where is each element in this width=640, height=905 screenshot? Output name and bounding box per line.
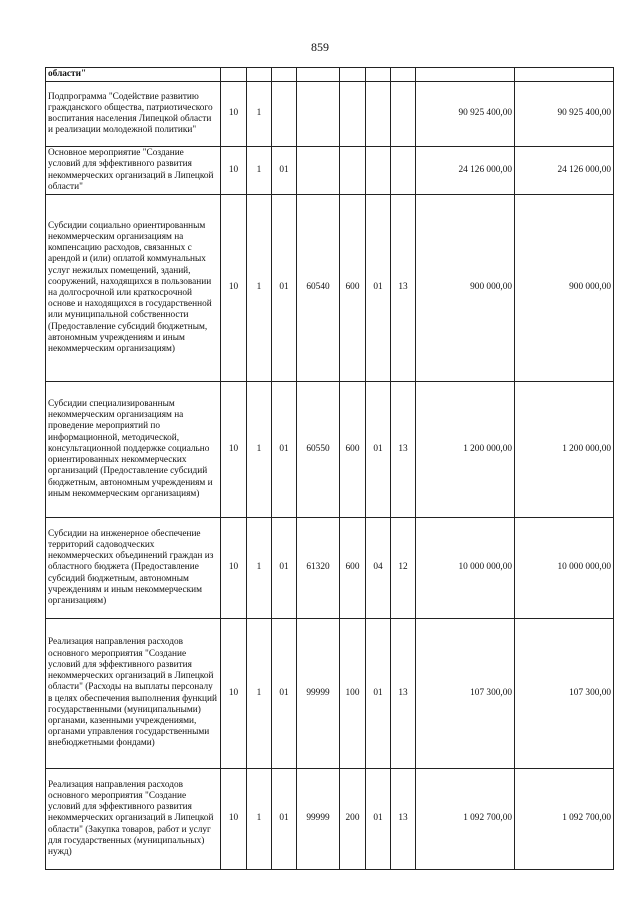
section-code: 10 (221, 147, 247, 195)
program-code: 01 (272, 382, 297, 518)
section-code: 10 (221, 382, 247, 518)
row-name: Реализация направления расходов основного мероприятия "Создание условий для эффективного развития некоммерческих организаций в Липецкой области" (Расходы на выплаты персоналу в целях обеспечения выполнения функций государственными (муниципальными) органами, казенными учреждениями, органами управления государственными внебюджетными фондами) (46, 619, 221, 769)
subsection-code: 1 (247, 195, 272, 382)
chapter-code: 01 (366, 195, 391, 382)
row-name: Подпрограмма "Содействие развитию гражданского общества, патриотического воспитания населения Липецкой области и реализации молодежной политики" (46, 82, 221, 147)
expense-type-code (340, 82, 366, 147)
section-code: 10 (221, 82, 247, 147)
subchapter-code: 13 (391, 382, 416, 518)
program-code (272, 82, 297, 147)
chapter-code: 01 (366, 769, 391, 870)
table-row (46, 619, 614, 769)
amount-cell: 24 126 000,00 (416, 147, 515, 195)
section-code: 10 (221, 518, 247, 619)
amount-cell: 1 092 700,00 (416, 769, 515, 870)
target-code: 60550 (297, 382, 340, 518)
section-code: 10 (221, 195, 247, 382)
amount-cell: 900 000,00 (416, 195, 515, 382)
amount-total-cell: 24 126 000,00 (515, 147, 614, 195)
subsection-code: 1 (247, 518, 272, 619)
row-name: Субсидии социально ориентированным некоммерческим организациям на компенсацию расходов, связанных с арендой и (или) оплатой коммунальных услуг нежилых помещений, зданий, сооружений, находящихся в пользовании на долгосрочной или краткосрочной основе и находящихся в государственной или муниципальной собственности (Предоставление субсидий бюджетным, автономным учреждениям и иным некоммерческим организациям) (46, 195, 221, 382)
amount-total-cell: 1 200 000,00 (515, 382, 614, 518)
table-row (46, 769, 614, 870)
program-code: 01 (272, 619, 297, 769)
expense-type-code (340, 68, 366, 82)
amount-total-cell: 90 925 400,00 (515, 82, 614, 147)
amount-total-cell: 1 092 700,00 (515, 769, 614, 870)
chapter-code: 04 (366, 518, 391, 619)
amount-total-cell: 900 000,00 (515, 195, 614, 382)
expense-type-code (340, 147, 366, 195)
row-name: Реализация направления расходов основного мероприятия "Создание условий для эффективного развития некоммерческих организаций в Липецкой области" (Закупка товаров, работ и услуг для государственных (муниципальных) нужд) (46, 769, 221, 870)
program-code: 01 (272, 518, 297, 619)
expense-type-code: 100 (340, 619, 366, 769)
table-row (46, 195, 614, 382)
amount-cell (416, 68, 515, 82)
row-name: Основное мероприятие "Создание условий для эффективного развития некоммерческих организаций в Липецкой области" (46, 147, 221, 195)
section-code (221, 68, 247, 82)
amount-total-cell: 107 300,00 (515, 619, 614, 769)
expense-type-code: 600 (340, 518, 366, 619)
table-row (46, 147, 614, 195)
amount-total-cell (515, 68, 614, 82)
amount-cell: 1 200 000,00 (416, 382, 515, 518)
subchapter-code: 13 (391, 769, 416, 870)
program-code (272, 68, 297, 82)
page-number: 859 (311, 40, 329, 54)
subsection-code: 1 (247, 769, 272, 870)
amount-total-cell: 10 000 000,00 (515, 518, 614, 619)
target-code: 99999 (297, 619, 340, 769)
target-code (297, 147, 340, 195)
amount-cell: 107 300,00 (416, 619, 515, 769)
row-name: Субсидии специализированным некоммерческим организациям на проведение мероприятий по информационной, методической, консультационной поддержке социально ориентированных некоммерческих организаций (Предоставление субсидий бюджетным, автономным учреждениям и иным некоммерческим организациям) (46, 382, 221, 518)
budget-table (45, 67, 614, 870)
chapter-code (366, 147, 391, 195)
subchapter-code: 13 (391, 619, 416, 769)
subsection-code: 1 (247, 147, 272, 195)
program-code: 01 (272, 769, 297, 870)
section-code: 10 (221, 619, 247, 769)
expense-type-code: 600 (340, 382, 366, 518)
expense-type-code: 600 (340, 195, 366, 382)
target-code (297, 82, 340, 147)
program-code: 01 (272, 147, 297, 195)
chapter-code (366, 68, 391, 82)
table-row (46, 382, 614, 518)
chapter-code: 01 (366, 619, 391, 769)
subsection-code: 1 (247, 619, 272, 769)
subchapter-code: 13 (391, 195, 416, 382)
table-body (46, 68, 614, 870)
amount-cell: 10 000 000,00 (416, 518, 515, 619)
section-code: 10 (221, 769, 247, 870)
row-name: Субсидии на инженерное обеспечение территорий садоводческих некоммерческих объединений граждан из областного бюджета (Предоставление субсидий бюджетным, автономным учреждениям и иным некоммерческим организациям) (46, 518, 221, 619)
subsection-code (247, 68, 272, 82)
program-code: 01 (272, 195, 297, 382)
subchapter-code (391, 82, 416, 147)
table-row (46, 68, 614, 82)
target-code: 61320 (297, 518, 340, 619)
target-code (297, 68, 340, 82)
chapter-code (366, 82, 391, 147)
subsection-code: 1 (247, 382, 272, 518)
table-row (46, 82, 614, 147)
subchapter-code (391, 147, 416, 195)
target-code: 99999 (297, 769, 340, 870)
chapter-code: 01 (366, 382, 391, 518)
row-name: области" (46, 68, 221, 82)
expense-type-code: 200 (340, 769, 366, 870)
target-code: 60540 (297, 195, 340, 382)
table-row (46, 518, 614, 619)
amount-cell: 90 925 400,00 (416, 82, 515, 147)
subsection-code: 1 (247, 82, 272, 147)
subchapter-code: 12 (391, 518, 416, 619)
subchapter-code (391, 68, 416, 82)
